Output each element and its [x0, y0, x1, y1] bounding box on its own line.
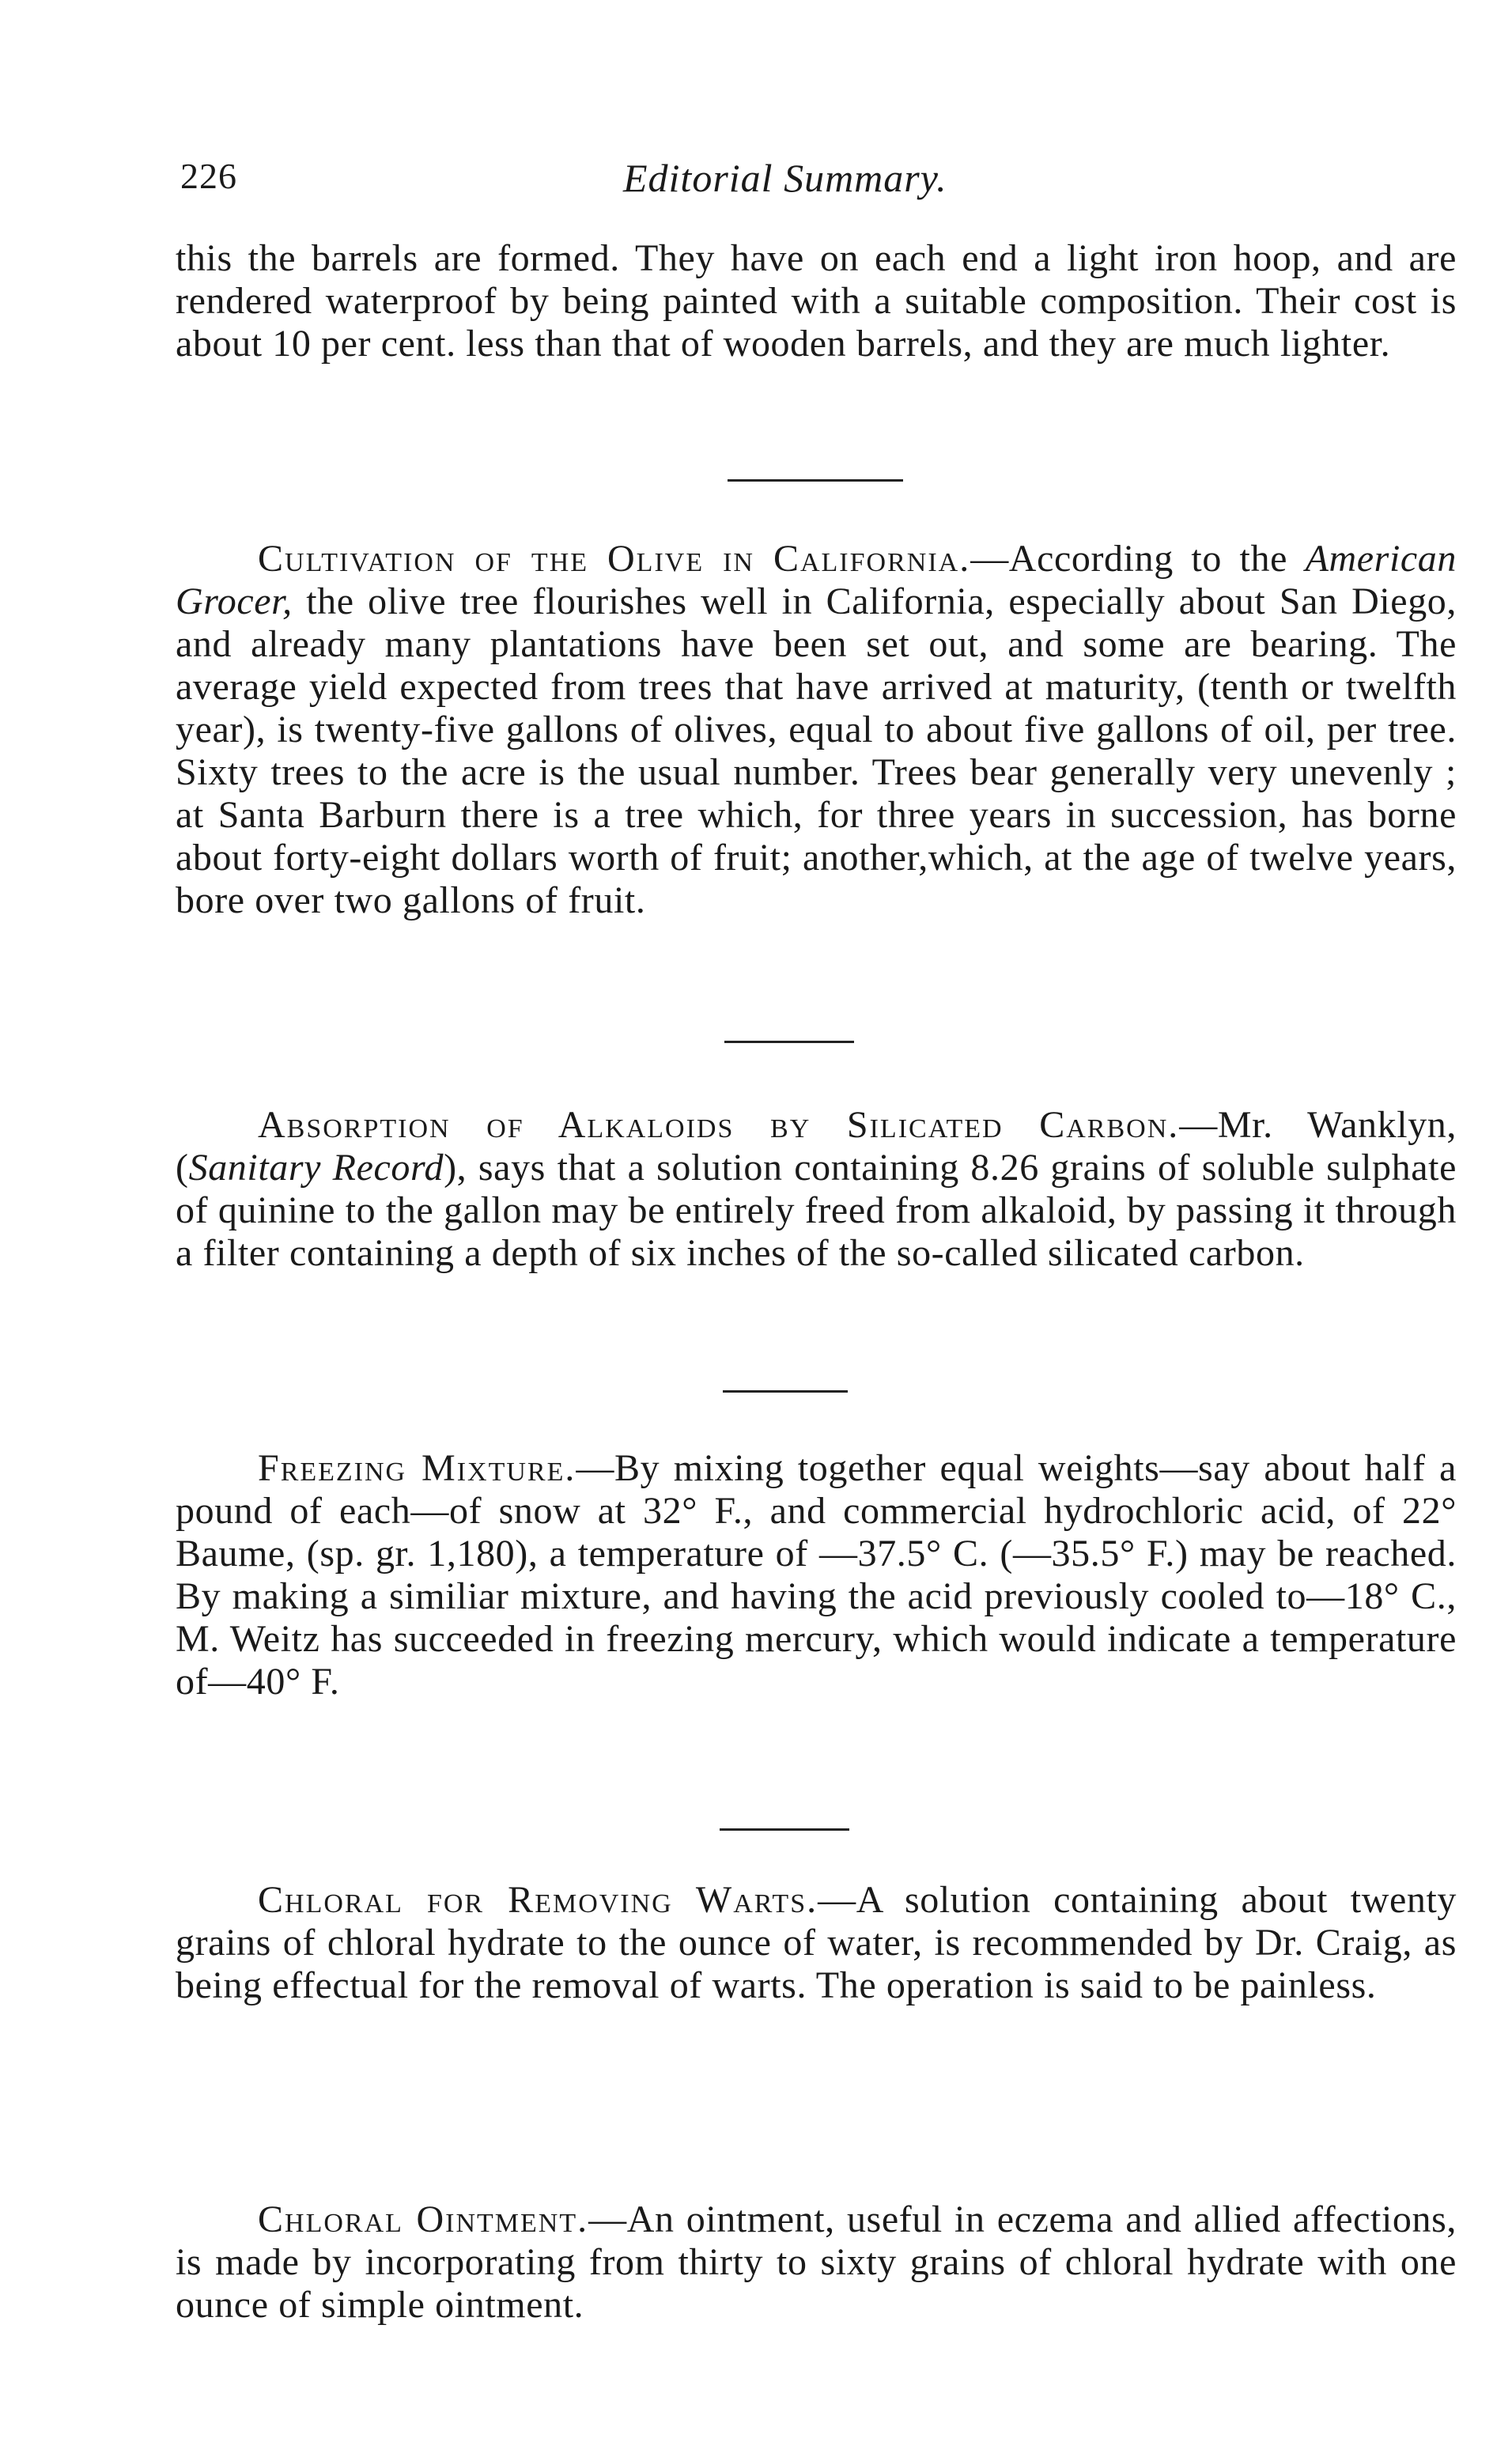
- section-divider: [720, 1828, 849, 1831]
- article-text: —Mr. Wanklyn, (: [176, 1104, 1457, 1189]
- article-freezing: [176, 1447, 1457, 1703]
- article-alkaloids: [176, 1104, 1457, 1275]
- article-paragraph: [176, 1879, 1457, 2007]
- article-heading: Freezing Mixture.: [258, 1447, 576, 1489]
- article-text: —According to the: [970, 538, 1306, 580]
- continuation-paragraph: [176, 237, 1457, 365]
- section-divider: [724, 1041, 854, 1043]
- article-ointment: [176, 2198, 1457, 2327]
- article-paragraph: [176, 1104, 1457, 1275]
- article-text: the olive tree flourishes well in California, especially about San Diego, and already many plantations have been set out, and some are bearing. The average yield expected from trees that have arrived at maturity, (tenth or twelfth year), is twenty-five gallons of olives, equal to about five gallons of oil, per tree. Sixty trees to the acre is the usual number. Trees bear generally very unevenly ; at Santa Barburn there is a tree which, for three years in succession, has borne about forty-eight dollars worth of fruit; another,which, at the age of twelve years, bore over two gallons of fruit.: [176, 580, 1457, 921]
- article-text: ), says that a solution containing 8.26 grains of soluble sulphate of quinine to the gallon may be entirely freed from alkaloid, by passing it through a filter containing a depth of six inches of the so-called silicated carbon.: [176, 1147, 1457, 1274]
- article-paragraph: [176, 1447, 1457, 1703]
- article-text: —By mixing together equal weights—say about half a pound of each—of snow at 32° F., and commercial hydrochloric acid, of 22° Baume, (sp. gr. 1,180), a temperature of —37.5° C. (—35.5° F.) may be reached. By making a similiar mixture, and having the acid previously cooled to—18° C., M. Weitz has succeeded in freezing mercury, which would indicate a temperature of—40° F.: [176, 1447, 1457, 1703]
- article-paragraph: [176, 2198, 1457, 2327]
- continuation-text: this the barrels are formed. They have on each end a light iron hoop, and are rendered waterproof by being painted with a suitable composition. Their cost is about 10 per cent. less than that of wooden barrels, and they are much lighter.: [176, 237, 1457, 365]
- running-title: Editorial Summary.: [623, 156, 947, 200]
- article-text: —An ointment, useful in eczema and allied affections, is made by incorporating from thirty to sixty grains of chloral hydrate with one ounce of simple ointment.: [176, 2198, 1457, 2326]
- article-olive: [176, 538, 1457, 922]
- article-source: Sanitary Record: [188, 1147, 444, 1189]
- article-heading: Absorption of Alkaloids by Silicated Carbon.: [258, 1104, 1180, 1146]
- section-divider: [728, 479, 903, 482]
- article-heading: Chloral Ointment.: [258, 2198, 589, 2240]
- article-text: —A solution containing about twenty grains of chloral hydrate to the ounce of water, is recommended by Dr. Craig, as being effectual for the removal of warts. The operation is said to be painless.: [176, 1879, 1457, 2006]
- section-divider: [723, 1390, 848, 1393]
- article-warts: [176, 1879, 1457, 2007]
- article-heading: Cultivation of the Olive in California.: [258, 538, 971, 580]
- page-number: 226: [180, 156, 237, 196]
- running-head: [180, 155, 1446, 210]
- article-heading: Chloral for Removing Warts.: [258, 1879, 818, 1921]
- article-source: American Grocer,: [176, 538, 1457, 622]
- article-paragraph: [176, 538, 1457, 922]
